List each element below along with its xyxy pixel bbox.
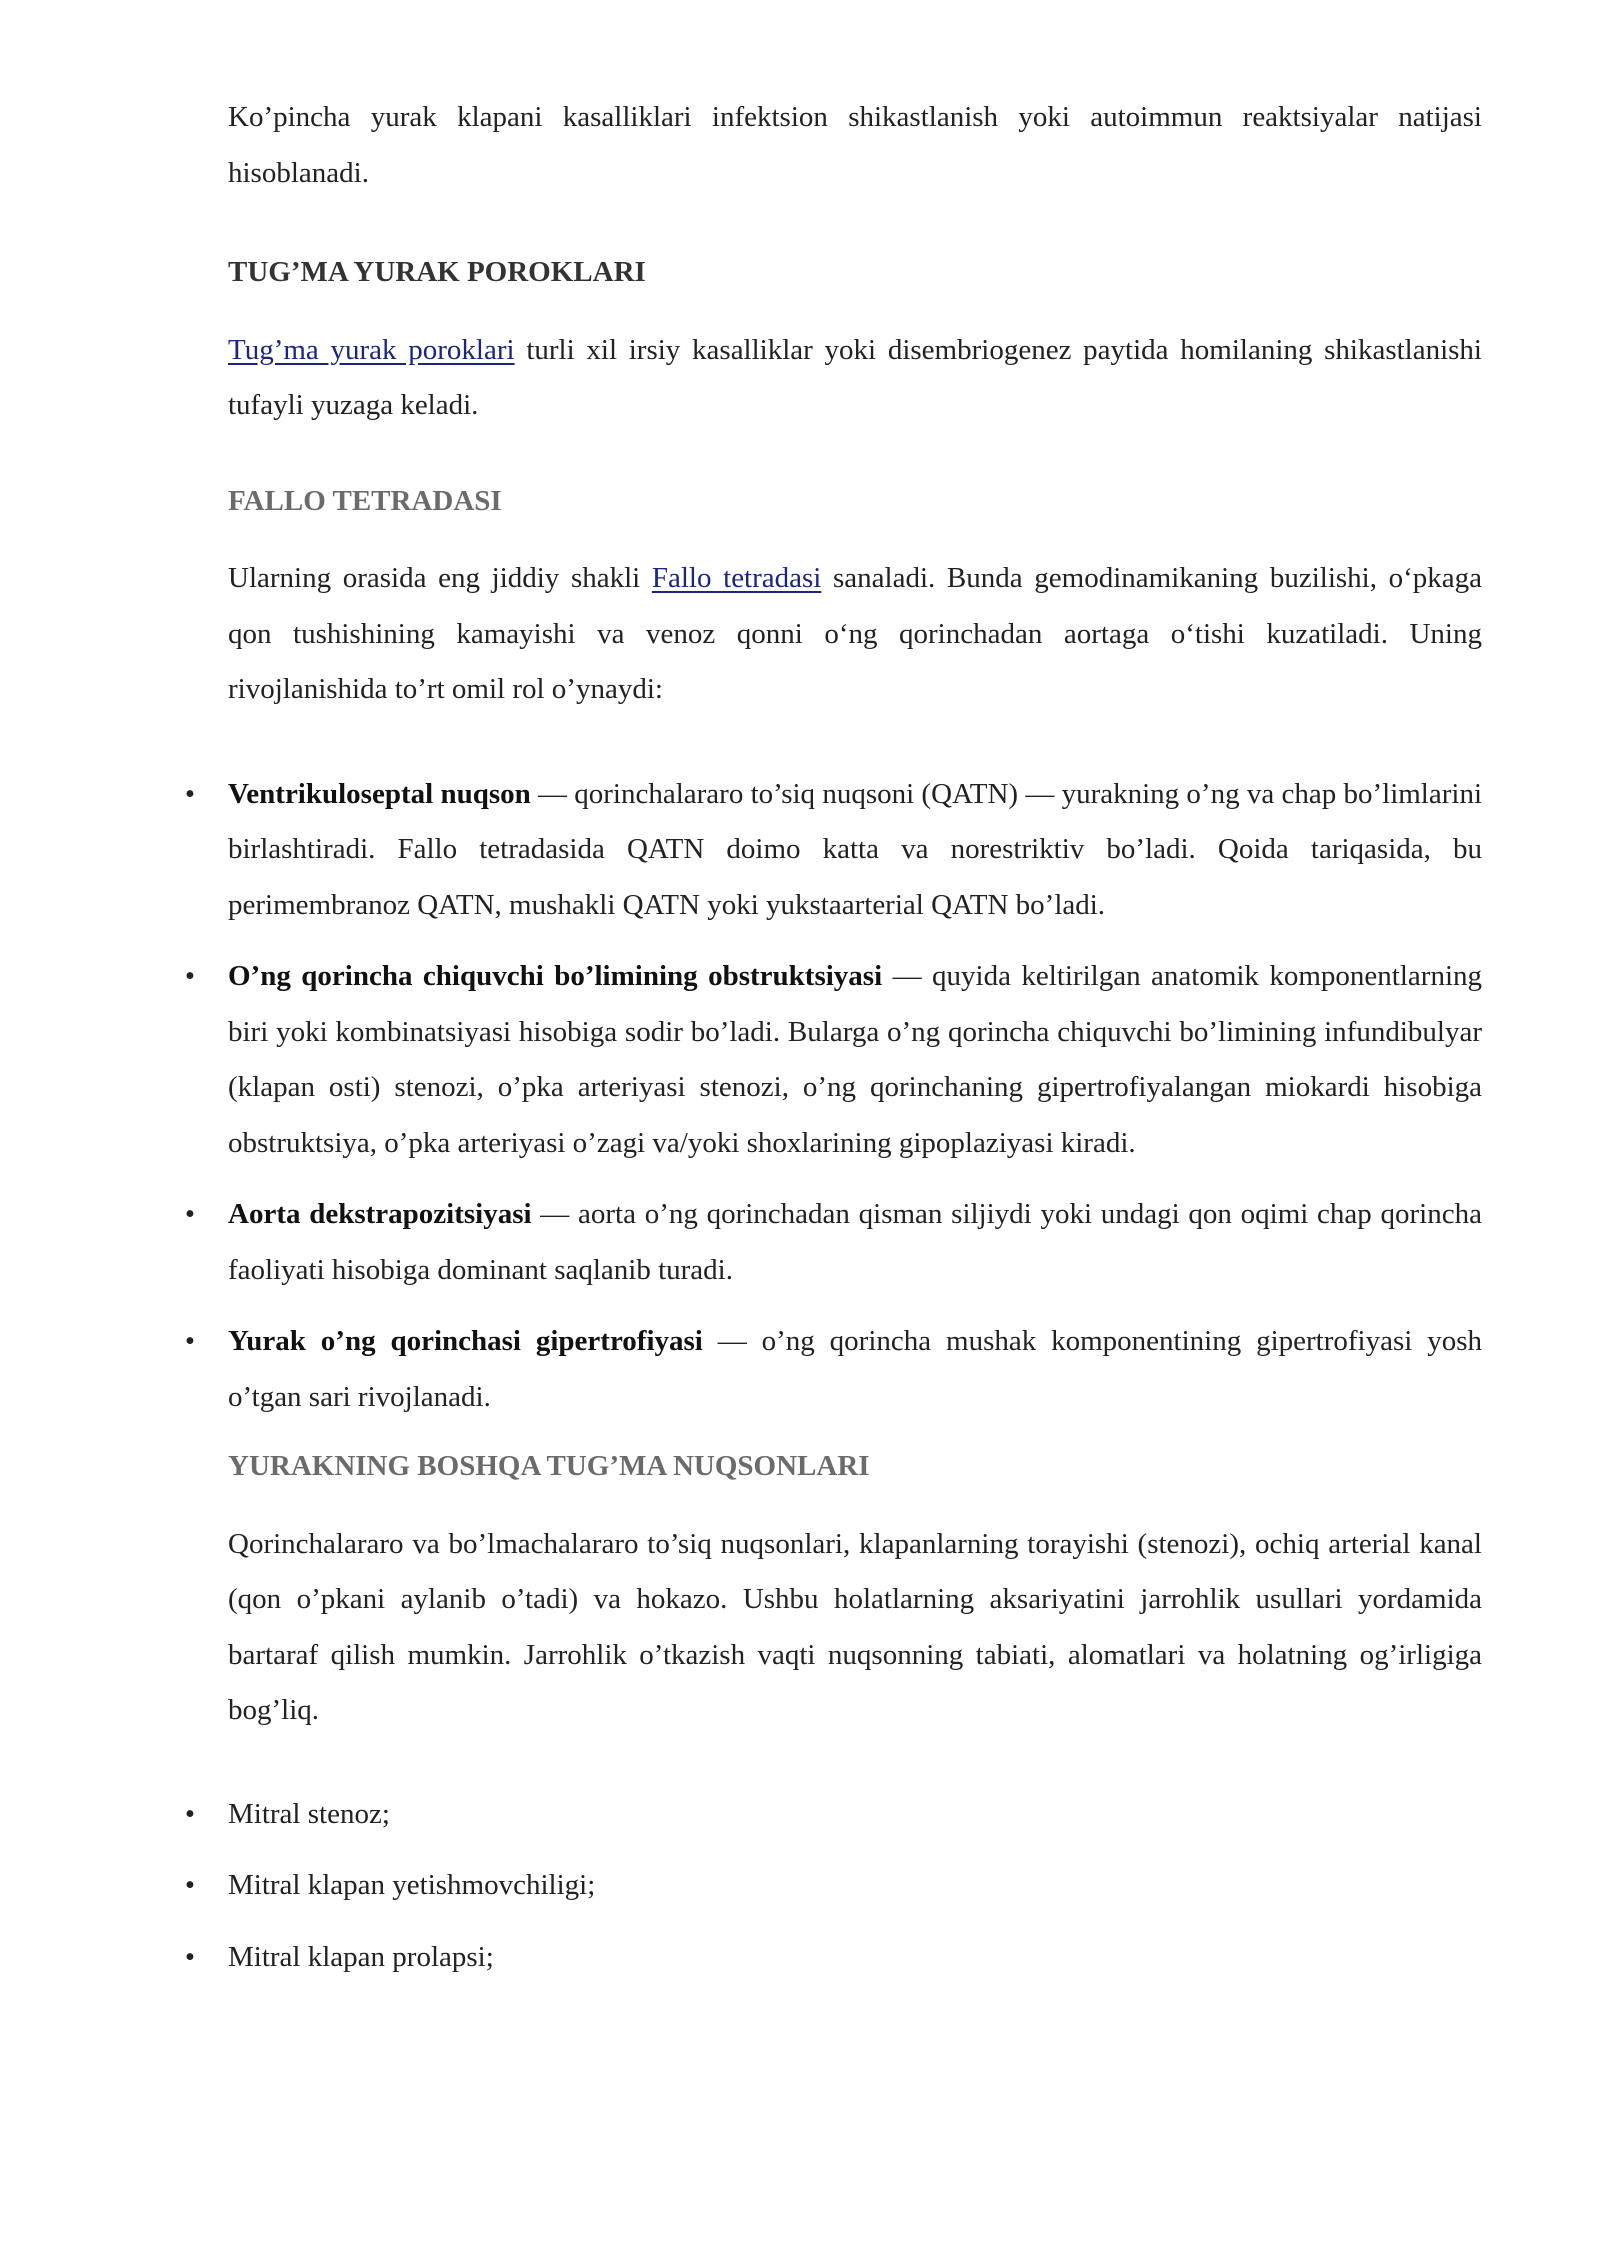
- factors-list: [184, 767, 1483, 1426]
- defect-text: Mitral stenoz;: [228, 1797, 390, 1830]
- list-item: [184, 1187, 1482, 1298]
- defects-list: [184, 1787, 1482, 1986]
- bullet-icon: •: [184, 1198, 196, 1230]
- factor-text: — o’ng qorincha mushak komponentining gipertrofiyasi yosh o’tgan sari rivojlanadi.: [228, 1325, 1482, 1413]
- defect-text: Mitral klapan prolapsi;: [228, 1940, 494, 1973]
- bullet-icon: •: [184, 777, 196, 810]
- fallo-text-before: Ularning orasida eng jiddiy shakli: [228, 562, 652, 594]
- factor-term: Aorta dekstrapozitsiyasi: [228, 1198, 532, 1230]
- bullet-icon: •: [184, 960, 196, 992]
- factor-term: Ventrikuloseptal nuqson: [228, 777, 531, 810]
- defect-text: Mitral klapan yetishmovchiligi;: [228, 1869, 596, 1901]
- heading-fallo-tetradasi: FALLO TETRADASI: [228, 484, 502, 517]
- factor-text: — aorta o’ng qorinchadan qisman siljiydi yoki undagi qon oqimi chap qorincha faoliyati hisobiga dominant saqlanib turadi.: [228, 1198, 1482, 1286]
- fallo-tetradasi-link[interactable]: Fallo tetradasi: [651, 562, 822, 594]
- tugma-yurak-poroklari-link[interactable]: Tug’ma yurak poroklari: [228, 333, 515, 366]
- document-page: [184, 90, 1483, 1985]
- tugma-paragraph: [228, 323, 1482, 434]
- bullet-icon: •: [184, 1869, 196, 1901]
- factor-term: O’ng qorincha chiquvchi bo’limining obstruktsiyasi: [228, 960, 883, 992]
- boshqa-paragraph: Qorinchalararo va bo’lmachalararo to’siq nuqsonlari, klapanlarning torayishi (stenozi), ochiq arterial kanal (qon o’pkani aylanib o’tadi) va hokazo. Ushbu holatlarning aksariyatini jarrohlik usullari yordamida bartaraf qilish mumkin. Jarrohlik o’tkazish vaqti nuqsonning tabiati, alomatlari va holatning og’irligiga bog’liq.: [228, 1527, 1482, 1726]
- fallo-paragraph: [228, 551, 1482, 718]
- bullet-icon: •: [184, 1797, 196, 1830]
- list-item: [184, 1787, 1482, 1843]
- bullet-icon: •: [184, 1940, 196, 1973]
- tugma-paragraph-text: turli xil irsiy kasalliklar yoki disembriogenez paytida homilaning shikastlanishi tufayli yuzaga keladi.: [228, 333, 1482, 421]
- list-item: [184, 1930, 1482, 1986]
- list-item: [184, 1314, 1482, 1425]
- list-item: [184, 1858, 1482, 1914]
- factor-text: — qorinchalararo to’siq nuqsoni (QATN) — yurakning o’ng va chap bo’limlarini birlashtiradi. Fallo tetradasida QATN doimo katta va norestriktiv bo’ladi. Qoida tariqasida, bu perimembranoz QATN, mushakli QATN yoki yukstaarterial QATN bo’ladi.: [228, 777, 1483, 921]
- list-item: [184, 767, 1483, 934]
- factor-text: — quyida keltirilgan anatomik komponentlarning biri yoki kombinatsiyasi hisobiga sodir bo’ladi. Bularga o’ng qorincha chiquvchi bo’limining infundibulyar (klapan osti) stenozi, o’pka arteriyasi stenozi, o’ng qorinchaning gipertrofiyalangan miokardi hisobiga obstruktsiya, o’pka arteriyasi o’zagi va/yoki shoxlarining gipoplaziyasi kiradi.: [228, 960, 1482, 1159]
- heading-tugma-yurak-poroklari: TUG’MA YURAK POROKLARI: [228, 256, 646, 288]
- factor-term: Yurak o’ng qorinchasi gipertrofiyasi: [228, 1325, 703, 1357]
- intro-paragraph: Ko’pincha yurak klapani kasalliklari infektsion shikastlanish yoki autoimmun reaktsiyalar natijasi hisoblanadi.: [228, 101, 1482, 189]
- heading-boshqa-nuqsonlar: YURAKNING BOSHQA TUG’MA NUQSONLARI: [228, 1450, 870, 1482]
- bullet-icon: •: [184, 1325, 196, 1357]
- list-item: [184, 949, 1482, 1171]
- fallo-text-after: sanaladi. Bunda gemodinamikaning buzilishi, o‘pkaga qon tushishining kamayishi va venoz qonni o‘ng qorinchadan aortaga o‘tishi kuzatiladi. Uning rivojlanishida to’rt omil rol o’ynaydi:: [228, 562, 1483, 705]
